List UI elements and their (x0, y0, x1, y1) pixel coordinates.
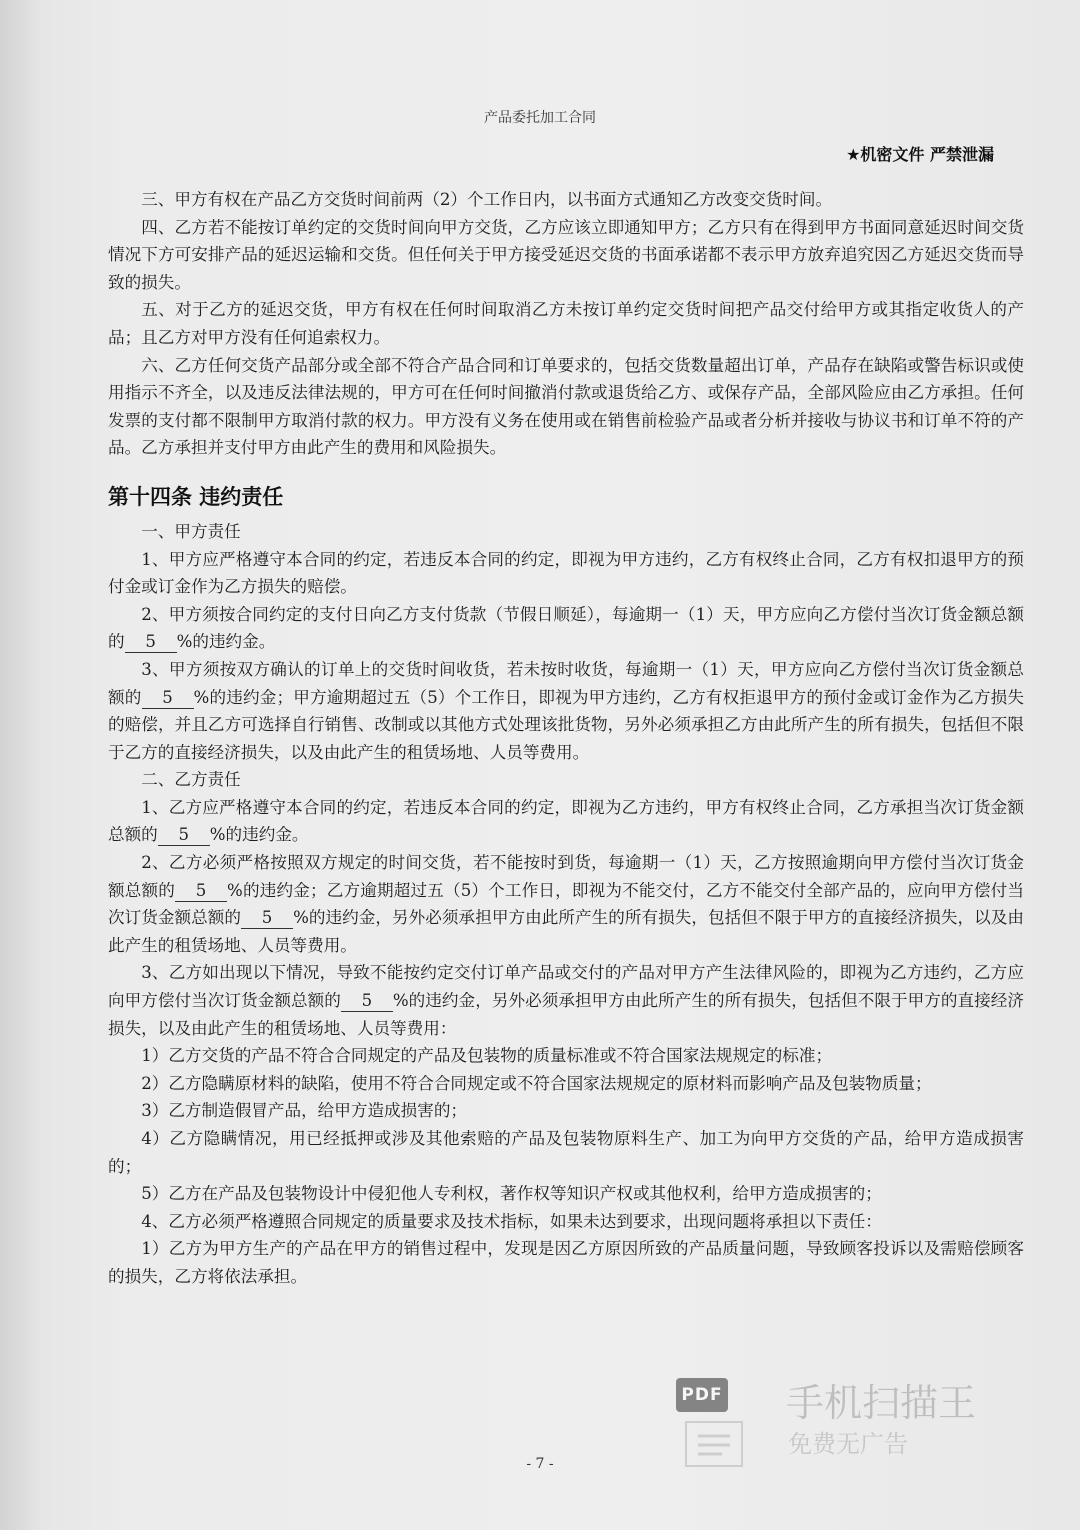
clause-text: 2、乙方必须严格按照双方规定的时间交货，若不能按时到货，每逾期一（1）天，乙方按照逾期向甲方偿付当次订货金额总额的 (108, 853, 1024, 900)
penalty-rate-blank: 5 (142, 688, 194, 709)
clause-text: %的违约金；乙方逾期超过五（5）个工作日，即视为不能交付，乙方不能交付全部产品的，应向甲方偿付当次订货金额总额的 (108, 880, 1025, 928)
list-item: 2）乙方隐瞒原材料的缺陷，使用不符合合同规定或不符合国家法规规定的原材料而影响产品及包装物质量； (141, 1073, 932, 1093)
document-icon (684, 1420, 744, 1468)
paragraph-3: 三、甲方有权在产品乙方交货时间前两（2）个工作日内，以书面方式通知乙方改变交货时间。 (141, 190, 833, 209)
clause-text: %的违约金。 (209, 825, 309, 845)
list-item: 3）乙方制造假冒产品，给甲方造成损害的； (141, 1101, 468, 1121)
confidential-label: ★机密文件 严禁泄漏 (846, 145, 994, 164)
penalty-rate-blank: 5 (175, 881, 227, 902)
clause-text: %的违约金。 (176, 632, 276, 652)
party-a-clause-2 (108, 601, 1024, 656)
document-body (108, 186, 1024, 1291)
party-a-title: 一、甲方责任 (141, 521, 241, 541)
list-item: 1）乙方交货的产品不符合合同规定的产品及包装物的质量标准或不符合国家法规规定的标准； (141, 1046, 833, 1066)
party-b-clause-4: 4、乙方必须严格遵照合同规定的质量要求及技术指标，如果未达到要求，出现问题将承担以下责任： (141, 1211, 882, 1231)
page-number: - 7 - (526, 1456, 554, 1472)
clause-text: %的违约金，另外必须承担甲方由此所产生的所有损失，包括但不限于甲方的直接经济损失，以及由此产生的租赁场地、人员等费用： (108, 991, 1025, 1038)
party-a-clause-1: 1、甲方应严格遵守本合同的约定，若违反本合同的约定，即视为甲方违约，乙方有权终止合同，乙方有权扣退甲方的预付金或订金作为乙方损失的赔偿。 (108, 549, 1024, 597)
penalty-rate-blank: 5 (341, 991, 393, 1012)
party-b-clause-1 (108, 794, 1024, 849)
list-item: 5）乙方在产品及包装物设计中侵犯他人专利权，著作权等知识产权或其他权利，给甲方造成损害的； (141, 1184, 882, 1204)
section-14-heading: 第十四条 违约责任 (108, 484, 284, 509)
paragraph-6: 六、乙方任何交货产品部分或全部不符合产品合同和订单要求的，包括交货数量超出订单，产品存在缺陷或警告标识或使用指示不齐全，以及违反法律法规的，甲方可在任何时间撤消付款或退货给乙方、或保存产品，全部风险应由乙方承担。任何发票的支付都不限制甲方取消付款的权力。甲方没有义务在使用或在销售前检验产品或者分析并接收与协议书和订单不符的产品。乙方承担并支付甲方由此产生的费用和风险损失。 (108, 355, 1024, 458)
penalty-rate-blank: 5 (158, 825, 210, 846)
party-b-clause-3 (108, 959, 1024, 1042)
party-b-title: 二、乙方责任 (141, 770, 241, 790)
scanner-watermark (676, 1368, 1016, 1468)
party-b-clause-4-item-1: 1）乙方为甲方生产的产品在甲方的销售过程中，发现是因乙方原因所致的产品质量问题，导致顾客投诉以及需赔偿顾客的损失，乙方将依法承担。 (108, 1239, 1024, 1286)
list-item: 4）乙方隐瞒情况，用已经抵押或涉及其他索赔的产品及包装物原料生产、加工为向甲方交货的产品，给甲方造成损害的； (108, 1129, 1024, 1176)
paragraph-4: 四、乙方若不能按订单约定的交货时间向甲方交货，乙方应该立即通知甲方；乙方只有在得到甲方书面同意延迟时间交货情况下方可安排产品的延迟运输和交货。但任何关于甲方接受延迟交货的书面承诺都不表示甲方放弃追究因乙方延迟交货而导致的损失。 (108, 217, 1024, 292)
watermark-title: 手机扫描王 (786, 1381, 977, 1425)
party-b-clause-2 (108, 849, 1024, 959)
watermark-subtitle: 免费无广告 (788, 1430, 908, 1458)
clause-text: 1、乙方应严格遵守本合同的约定，若违反本合同的约定，即视为乙方违约，甲方有权终止合同，乙方承担当次订货金额总额的 (108, 797, 1024, 845)
penalty-rate-blank: 5 (125, 632, 177, 653)
penalty-rate-blank: 5 (241, 908, 293, 929)
paragraph-5: 五、对于乙方的延迟交货，甲方有权在任何时间取消乙方未按订单约定交货时间把产品交付给甲方或其指定收货人的产品；且乙方对甲方没有任何追索权力。 (108, 300, 1024, 347)
party-a-clause-3 (108, 656, 1024, 766)
pdf-badge: PDF (676, 1378, 728, 1412)
clause-text: 2、甲方须按合同约定的支付日向乙方支付货款（节假日顺延），每逾期一（1）天，甲方应向乙方偿付当次订货金额总额的 (108, 604, 1024, 652)
clause-text: 3、甲方须按双方确认的订单上的交货时间收货，若未按时收货，每逾期一（1）天，甲方应向乙方偿付当次订货金额总额的 (108, 659, 1024, 707)
clause-text: %的违约金，另外必须承担甲方由此所产生的所有损失，包括但不限于甲方的直接经济损失，以及由此产生的租赁场地、人员等费用。 (108, 908, 1025, 955)
clause-text: %的违约金；甲方逾期超过五（5）个工作日，即视为甲方违约，乙方有权拒退甲方的预付金或订金作为乙方损失的赔偿，并且乙方可选择自行销售、改制或以其他方式处理该批货物，另外必须承担乙方由此所产生的所有损失，包括但不限于乙方的直接经济损失，以及由此产生的租赁场地、人员等费用。 (108, 687, 1025, 762)
document-header-title: 产品委托加工合同 (484, 110, 596, 126)
clause-text: 3、乙方如出现以下情况，导致不能按约定交付订单产品或交付的产品对甲方产生法律风险的，即视为乙方违约，乙方应向甲方偿付当次订货金额总额的 (108, 963, 1024, 1011)
